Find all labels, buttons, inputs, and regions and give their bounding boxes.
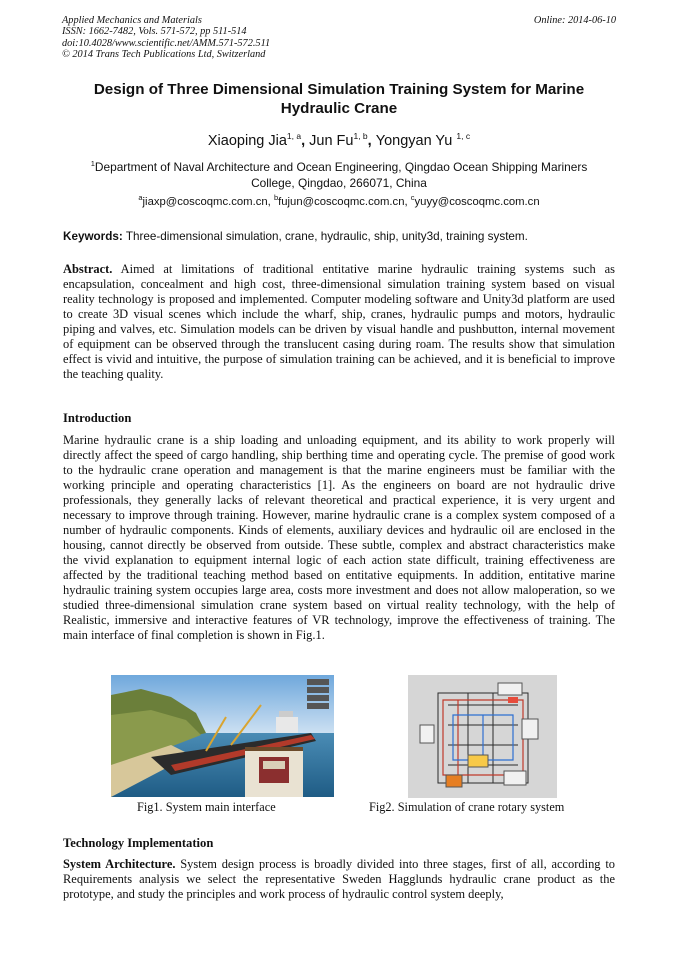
- author-name: Jun Fu: [309, 132, 354, 149]
- figure-1-caption: Fig1. System main interface: [137, 800, 276, 814]
- title-line-2: Hydraulic Crane: [280, 100, 398, 117]
- author-sup: 1, b: [353, 131, 368, 141]
- journal-header: [62, 15, 270, 60]
- abstract: [63, 262, 615, 382]
- email-c[interactable]: yuyy@coscoqmc.com.cn: [414, 195, 540, 208]
- author-emails: $^a$jiaxp@coscoqmc.com.cn, $^b$fujun@coscoqmc.com.cn, $^c$yuyy@coscoqmc.com.cn: [138, 193, 540, 208]
- abstract-text: Aimed at limitations of traditional entitative marine hydraulic training systems such as encapsulation, concealment and high cost, three-dimensional simulation training system based on visual reality technology is proposed and implemented. Computer modeling software and Unity3d platform are used to create 3D visual scenes which include the wharf, ship, cranes, hydraulic pumps and motors, hydraulic piping and valves, etc. Simulation models can be driven by visual handle and pushbutton, internal movement of equipment can be observed through the translucent casing during roam. The results show that simulation effect is vivid and intuitive, the purpose of simulation training can be achieved, and it is beneficial to improve the teaching quality.: [63, 262, 615, 381]
- keywords: [63, 230, 615, 243]
- author-name: Xiaoping Jia: [207, 132, 287, 149]
- journal-name: Applied Mechanics and Materials: [62, 15, 202, 26]
- figure-1-scene: [111, 675, 334, 797]
- affiliation-sup: 1: [90, 159, 95, 168]
- author-list: Xiaoping Jia$^{1, a}$, Jun Fu$^{1, b}$, Yongyan Yu $^{1, c}$: [207, 131, 471, 149]
- keywords-text: Three-dimensional simulation, crane, hydraulic, ship, unity3d, training system.: [125, 230, 528, 243]
- introduction-heading: Introduction: [63, 411, 132, 425]
- email-sup: c: [410, 193, 415, 202]
- author-sup: 1, a: [286, 131, 302, 141]
- journal-issn: ISSN: 1662-7482, Vols. 571-572, pp 511-514: [62, 26, 247, 38]
- figure-2-caption: Fig2. Simulation of crane rotary system: [369, 800, 565, 814]
- figure-2-schematic: [408, 675, 557, 798]
- figure-1-image: [111, 675, 334, 797]
- author-name: Yongyan Yu: [375, 132, 453, 149]
- abstract-label: Abstract.: [63, 262, 113, 276]
- affiliation-line-2: College, Qingdao, 266071, China: [251, 175, 427, 190]
- email-sup: a: [138, 193, 143, 202]
- email-b[interactable]: fujun@coscoqmc.com.cn: [278, 195, 405, 208]
- email-a[interactable]: jiaxp@coscoqmc.com.cn: [142, 195, 268, 208]
- technology-heading: Technology Implementation: [63, 836, 214, 850]
- journal-copyright: © 2014 Trans Tech Publications Ltd, Switzerland: [62, 48, 266, 60]
- system-architecture-body: System design process is broadly divided into three stages, first of all, according to Requirements analysis we select the representative Sweden Hagglunds hydraulic crane product as the prototype, and study the principles and work process of hydraulic control system deeply,: [63, 857, 615, 901]
- affiliation: [60, 156, 618, 191]
- author-sup: 1, c: [456, 131, 471, 141]
- system-architecture-label: System Architecture.: [63, 857, 176, 871]
- system-architecture-text: [63, 857, 615, 902]
- introduction-text: Marine hydraulic crane is a ship loading and unloading equipment, and its ability to work properly will directly affect the speed of cargo handling, ship berthing time and operating cycle. The premise of good work to the hydraulic crane operation and management is that the marine engineers must be familiar with the working principle and operating characteristics [1]. As the engineers on board are not hydraulic drive professionals, they generally lacks of relevant theoretical and practical experience, it is very urgent and necessary to improve through training. However, marine hydraulic crane is a complex system composed of a number of hydraulic components. Kinds of elements, auxiliary devices and hydraulic oil are enclosed in the housing, cannot directly be observed from outside. These subtle, complex and abstract characteristics make the vivid explanation to equipment internal logic of each action state difficult, training effectiveness are affected by the traditional teaching method based on entitative equipments. In addition, entitative marine hydraulic training system occupies large area, costs more investment and does not allow maloperation, so we studied three-dimensional simulation crane system based on virtual reality technology, with the help of Realistic, immersive and interactive features of VR technology, improve the effectiveness of training. The main interface of final completion is shown in Fig.1.: [63, 433, 615, 642]
- online-date: Online: 2014-06-10: [533, 15, 616, 26]
- title-line-1: Design of Three Dimensional Simulation Training System for Marine: [93, 81, 585, 98]
- email-sup: b: [273, 193, 279, 202]
- affiliation-line-1: Department of Naval Architecture and Ocean Engineering, Qingdao Ocean Shipping Mariners: [94, 159, 588, 174]
- figure-2-image: [408, 675, 557, 798]
- paper-title: [60, 80, 618, 118]
- journal-doi[interactable]: doi:10.4028/www.scientific.net/AMM.571-572.511: [62, 37, 271, 49]
- keywords-label: Keywords:: [63, 230, 123, 243]
